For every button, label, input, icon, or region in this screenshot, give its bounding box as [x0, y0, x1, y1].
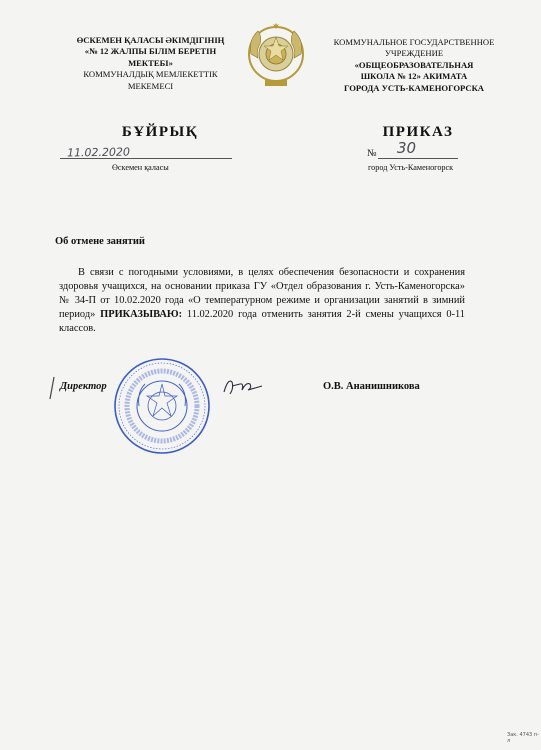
header-ru — [320, 37, 508, 94]
header-kz — [48, 35, 253, 92]
print-code: Зак. 4743 п-л — [507, 732, 539, 744]
signer-role: Директор — [60, 381, 107, 392]
body-paragraph: В связи с погодными условиями, в целях обеспечения безопасности и сохранения здоровья учащихся, на основании приказа ГУ «Отдел образования г. Усть-Каменогорска» № 34-П от 10.02.2020 года «О температурном режиме и организации занятий в зимний период» — [59, 267, 465, 320]
order-subject: Об отмене занятий — [55, 236, 145, 247]
city-kz: Өскемен қаласы — [112, 163, 169, 172]
document-type-ru: ПРИКАЗ — [382, 124, 454, 140]
signer-name: О.В. Ананишникова — [323, 381, 420, 392]
header-ru-line: ГОРОДА УСТЬ-КАМЕНОГОРСКА — [343, 82, 485, 93]
order-word: ПРИКАЗЫВАЮ: — [100, 308, 183, 320]
header-ru-line: ШКОЛА № 12» АКИМАТА — [360, 71, 468, 82]
state-emblem-icon — [246, 22, 306, 88]
city-ru: город Усть-Каменогорск — [368, 163, 454, 172]
handwritten-signature-icon — [218, 370, 268, 402]
signature-bracket-mark — [48, 376, 56, 400]
document-type-kz: БҰЙРЫҚ — [121, 124, 199, 140]
number-underline — [378, 158, 458, 159]
header-kz-line: МЕКЕМЕСІ — [127, 80, 174, 91]
handwritten-date: 11.02.2020 — [66, 145, 131, 160]
header-kz-line: «№ 12 ЖАЛПЫ БІЛІМ БЕРЕТІН — [84, 46, 217, 57]
order-body — [59, 266, 465, 336]
header-ru-line: УЧРЕЖДЕНИЕ — [384, 48, 444, 59]
number-sign: № — [367, 148, 377, 159]
header-kz-line: МЕКТЕБІ» — [128, 57, 173, 68]
header-kz-line: ӨСКЕМЕН ҚАЛАСЫ ӘКІМДІГІНІҢ — [76, 35, 225, 45]
header-ru-line: КОММУНАЛЬНОЕ ГОСУДАРСТВЕННОЕ — [333, 37, 495, 47]
round-seal-icon — [112, 356, 212, 456]
date-underline — [60, 158, 232, 159]
header-ru-line: «ОБЩЕОБРАЗОВАТЕЛЬНАЯ — [354, 59, 474, 70]
header-kz-line: КОММУНАЛДЫҚ МЕМЛЕКЕТТІК — [83, 69, 218, 80]
order-text: 11.02.2020 года отменить занятия 2-й смены учащихся 0-11 классов. — [59, 308, 465, 334]
handwritten-number: 30 — [397, 139, 417, 157]
